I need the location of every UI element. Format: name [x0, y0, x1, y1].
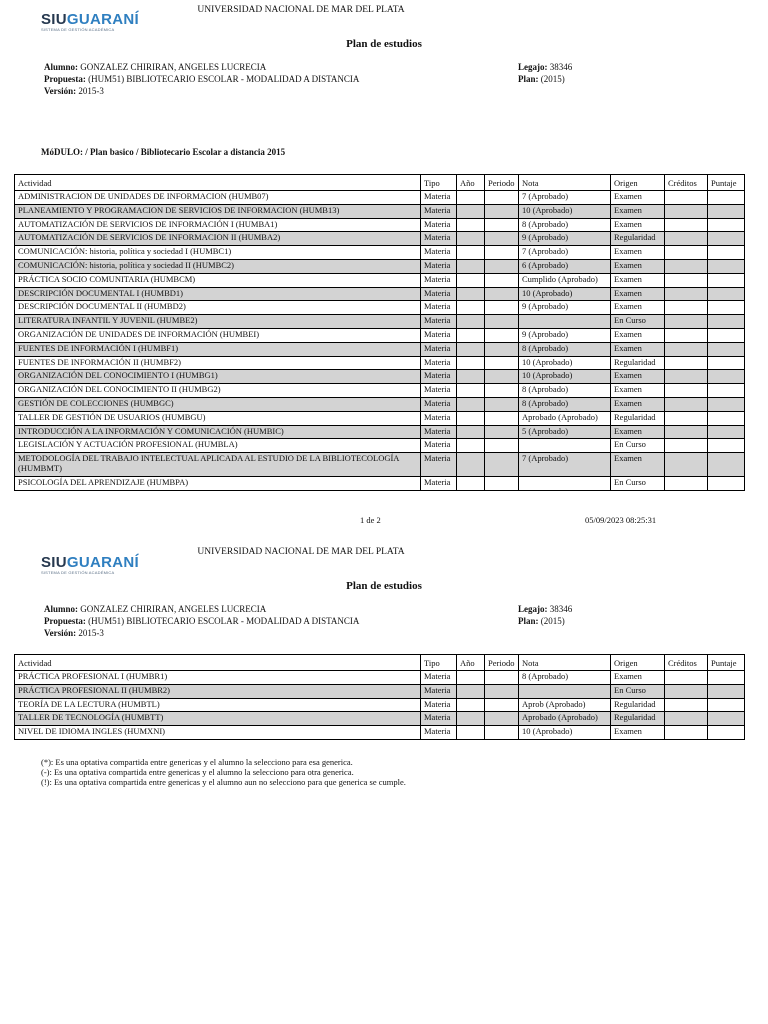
table-row — [15, 246, 745, 260]
cell-period — [485, 315, 519, 329]
alumno-label: Alumno: — [44, 62, 79, 72]
cell-period — [485, 218, 519, 232]
cell-grade: 9 (Aprobado) — [519, 232, 611, 246]
cell-type: Materia — [421, 425, 457, 439]
cell-activity: DESCRIPCIÓN DOCUMENTAL I (HUMBD1) — [15, 287, 421, 301]
version-value: 2015-3 — [78, 86, 104, 96]
cell-activity: ORGANIZACIÓN DEL CONOCIMIENTO II (HUMBG2) — [15, 384, 421, 398]
cell-origin: Examen — [611, 453, 665, 477]
cell-year — [457, 232, 485, 246]
cell-credits — [665, 232, 708, 246]
cell-period — [485, 232, 519, 246]
cell-grade: 10 (Aprobado) — [519, 726, 611, 740]
cell-type: Materia — [421, 301, 457, 315]
note-line: (*): Es una optativa compartida entre genericas y el alumno la selecciono para esa generica. — [41, 757, 353, 767]
cell-type: Materia — [421, 356, 457, 370]
plan-value: (2015) — [540, 616, 565, 626]
cell-activity: METODOLOGÍA DEL TRABAJO INTELECTUAL APLICADA AL ESTUDIO DE LA BIBLIOTECOLOGÍA (HUMBMT) — [15, 453, 421, 477]
cell-grade: 10 (Aprobado) — [519, 370, 611, 384]
cell-origin: En Curso — [611, 477, 665, 491]
plan-value: (2015) — [540, 74, 565, 84]
cell-activity: FUENTES DE INFORMACIÓN I (HUMBF1) — [15, 342, 421, 356]
cell-origin: En Curso — [611, 684, 665, 698]
cell-year — [457, 726, 485, 740]
cell-type: Materia — [421, 191, 457, 205]
cell-score — [708, 287, 745, 301]
cell-year — [457, 342, 485, 356]
cell-credits — [665, 712, 708, 726]
cell-period — [485, 191, 519, 205]
cell-period — [485, 342, 519, 356]
cell-year — [457, 259, 485, 273]
cell-year — [457, 477, 485, 491]
cell-type: Materia — [421, 370, 457, 384]
cell-origin: Examen — [611, 246, 665, 260]
page-title: Plan de estudios — [346, 580, 422, 592]
cell-origin: En Curso — [611, 315, 665, 329]
cell-credits — [665, 726, 708, 740]
cell-grade — [519, 315, 611, 329]
cell-year — [457, 273, 485, 287]
cell-type: Materia — [421, 411, 457, 425]
cell-origin: Examen — [611, 726, 665, 740]
cell-origin: Regularidad — [611, 411, 665, 425]
page-title: Plan de estudios — [346, 38, 422, 50]
cell-period — [485, 287, 519, 301]
cell-activity: GESTIÓN DE COLECCIONES (HUMBGC) — [15, 397, 421, 411]
cell-credits — [665, 453, 708, 477]
cell-score — [708, 477, 745, 491]
cell-origin: Examen — [611, 204, 665, 218]
cell-origin: Examen — [611, 273, 665, 287]
legajo-label: Legajo: — [518, 604, 548, 614]
table-row — [15, 328, 745, 342]
cell-origin: Examen — [611, 218, 665, 232]
cell-grade: 5 (Aprobado) — [519, 425, 611, 439]
cell-type: Materia — [421, 259, 457, 273]
note-line: (!): Es una optativa compartida entre genericas y el alumno aun no selecciono para que generica se cumple. — [41, 777, 406, 787]
column-header-credits: Créditos — [665, 175, 708, 191]
cell-year — [457, 246, 485, 260]
plan-label: Plan: — [518, 616, 539, 626]
cell-type: Materia — [421, 384, 457, 398]
cell-activity: TALLER DE TECNOLOGÍA (HUMBTT) — [15, 712, 421, 726]
logo-text-siu: SIU — [41, 554, 67, 571]
table-row — [15, 259, 745, 273]
cell-grade: 8 (Aprobado) — [519, 342, 611, 356]
version-label: Versión: — [44, 628, 77, 638]
cell-credits — [665, 356, 708, 370]
column-header-type: Tipo — [421, 655, 457, 671]
cell-activity: PSICOLOGÍA DEL APRENDIZAJE (HUMBPA) — [15, 477, 421, 491]
cell-origin: Examen — [611, 287, 665, 301]
cell-origin: Examen — [611, 191, 665, 205]
page-number: 1 de 2 — [360, 515, 381, 525]
cell-activity: PRÁCTICA PROFESIONAL I (HUMBR1) — [15, 671, 421, 685]
cell-type: Materia — [421, 273, 457, 287]
cell-type: Materia — [421, 671, 457, 685]
cell-period — [485, 370, 519, 384]
cell-activity: ORGANIZACIÓN DE UNIDADES DE INFORMACIÓN (HUMBEI) — [15, 328, 421, 342]
cell-credits — [665, 370, 708, 384]
cell-year — [457, 425, 485, 439]
column-header-activity: Actividad — [15, 175, 421, 191]
university-name: UNIVERSIDAD NACIONAL DE MAR DEL PLATA — [197, 547, 405, 557]
university-name: UNIVERSIDAD NACIONAL DE MAR DEL PLATA — [197, 5, 405, 15]
cell-year — [457, 439, 485, 453]
cell-credits — [665, 246, 708, 260]
cell-period — [485, 273, 519, 287]
cell-grade: 8 (Aprobado) — [519, 397, 611, 411]
table-row — [15, 684, 745, 698]
cell-activity: PRÁCTICA PROFESIONAL II (HUMBR2) — [15, 684, 421, 698]
cell-type: Materia — [421, 204, 457, 218]
column-header-type: Tipo — [421, 175, 457, 191]
cell-period — [485, 425, 519, 439]
cell-period — [485, 477, 519, 491]
cell-activity: LITERATURA INFANTIL Y JUVENIL (HUMBE2) — [15, 315, 421, 329]
cell-activity: AUTOMATIZACIÓN DE SERVICIOS DE INFORMACIÓN I (HUMBA1) — [15, 218, 421, 232]
cell-activity: PRÁCTICA SOCIO COMUNITARIA (HUMBCM) — [15, 273, 421, 287]
cell-origin: Examen — [611, 301, 665, 315]
cell-origin: Examen — [611, 328, 665, 342]
table-row — [15, 191, 745, 205]
cell-activity: COMUNICACIÓN: historia, política y sociedad I (HUMBC1) — [15, 246, 421, 260]
cell-credits — [665, 328, 708, 342]
cell-period — [485, 698, 519, 712]
cell-activity: ADMINISTRACION DE UNIDADES DE INFORMACION (HUMB07) — [15, 191, 421, 205]
plan-label: Plan: — [518, 74, 539, 84]
table-row — [15, 315, 745, 329]
cell-grade: Cumplido (Aprobado) — [519, 273, 611, 287]
cell-type: Materia — [421, 453, 457, 477]
cell-period — [485, 301, 519, 315]
logo-text-siu: SIU — [41, 11, 67, 28]
cell-activity: TALLER DE GESTIÓN DE USUARIOS (HUMBGU) — [15, 411, 421, 425]
cell-score — [708, 684, 745, 698]
table-row — [15, 671, 745, 685]
cell-credits — [665, 439, 708, 453]
cell-score — [708, 671, 745, 685]
cell-year — [457, 397, 485, 411]
cell-activity: AUTOMATIZACIÓN DE SERVICIOS DE INFORMACION II (HUMBA2) — [15, 232, 421, 246]
table-header-row — [15, 175, 745, 191]
cell-year — [457, 204, 485, 218]
cell-origin: Examen — [611, 671, 665, 685]
student-info — [44, 603, 359, 639]
column-header-activity: Actividad — [15, 655, 421, 671]
cell-year — [457, 698, 485, 712]
cell-period — [485, 726, 519, 740]
cell-grade: Aprobado (Aprobado) — [519, 411, 611, 425]
cell-activity: TEORÍA DE LA LECTURA (HUMBTL) — [15, 698, 421, 712]
cell-score — [708, 712, 745, 726]
cell-origin: Examen — [611, 259, 665, 273]
table-row — [15, 204, 745, 218]
cell-score — [708, 342, 745, 356]
table-row — [15, 397, 745, 411]
cell-credits — [665, 384, 708, 398]
cell-credits — [665, 671, 708, 685]
cell-year — [457, 301, 485, 315]
cell-type: Materia — [421, 712, 457, 726]
cell-origin: En Curso — [611, 439, 665, 453]
cell-year — [457, 384, 485, 398]
table-row — [15, 370, 745, 384]
cell-score — [708, 439, 745, 453]
cell-credits — [665, 259, 708, 273]
column-header-year: Año — [457, 175, 485, 191]
column-header-grade: Nota — [519, 175, 611, 191]
cell-credits — [665, 315, 708, 329]
cell-activity: INTRODUCCIÓN A LA INFORMACIÓN Y COMUNICACIÓN (HUMBIC) — [15, 425, 421, 439]
column-header-origin: Origen — [611, 655, 665, 671]
table-row — [15, 301, 745, 315]
cell-type: Materia — [421, 439, 457, 453]
cell-credits — [665, 204, 708, 218]
column-header-score: Puntaje — [708, 175, 745, 191]
cell-grade: 10 (Aprobado) — [519, 287, 611, 301]
cell-type: Materia — [421, 684, 457, 698]
cell-period — [485, 259, 519, 273]
version-label: Versión: — [44, 86, 77, 96]
cell-grade: 7 (Aprobado) — [519, 191, 611, 205]
cell-credits — [665, 411, 708, 425]
cell-grade: 6 (Aprobado) — [519, 259, 611, 273]
cell-score — [708, 453, 745, 477]
table-row — [15, 439, 745, 453]
column-header-credits: Créditos — [665, 655, 708, 671]
cell-grade: 7 (Aprobado) — [519, 246, 611, 260]
cell-origin: Examen — [611, 342, 665, 356]
cell-period — [485, 453, 519, 477]
cell-activity: NIVEL DE IDIOMA INGLES (HUMXNI) — [15, 726, 421, 740]
alumno-value: GONZALEZ CHIRIRAN, ANGELES LUCRECIA — [80, 604, 267, 614]
cell-year — [457, 191, 485, 205]
cell-score — [708, 370, 745, 384]
student-info — [44, 61, 359, 97]
table-row — [15, 411, 745, 425]
table-row — [15, 425, 745, 439]
cell-score — [708, 384, 745, 398]
column-header-year: Año — [457, 655, 485, 671]
cell-score — [708, 259, 745, 273]
cell-period — [485, 671, 519, 685]
cell-year — [457, 218, 485, 232]
cell-grade — [519, 477, 611, 491]
cell-grade: Aprob (Aprobado) — [519, 698, 611, 712]
column-header-period: Periodo — [485, 175, 519, 191]
cell-grade — [519, 684, 611, 698]
cell-year — [457, 453, 485, 477]
cell-year — [457, 328, 485, 342]
propuesta-label: Propuesta: — [44, 616, 86, 626]
cell-activity: PLANEAMIENTO Y PROGRAMACION DE SERVICIOS DE INFORMACION (HUMB13) — [15, 204, 421, 218]
plan-info — [518, 603, 572, 627]
cell-activity: COMUNICACIÓN: historia, política y sociedad II (HUMBC2) — [15, 259, 421, 273]
cell-origin: Examen — [611, 384, 665, 398]
cell-period — [485, 684, 519, 698]
propuesta-value: (HUM51) BIBLIOTECARIO ESCOLAR - MODALIDAD A DISTANCIA — [88, 74, 360, 84]
cell-credits — [665, 397, 708, 411]
cell-type: Materia — [421, 315, 457, 329]
cell-credits — [665, 477, 708, 491]
version-value: 2015-3 — [78, 628, 104, 638]
cell-period — [485, 356, 519, 370]
cell-grade — [519, 439, 611, 453]
cell-activity: LEGISLACIÓN Y ACTUACIÓN PROFESIONAL (HUMBLA) — [15, 439, 421, 453]
cell-origin: Regularidad — [611, 232, 665, 246]
cell-score — [708, 301, 745, 315]
table-row — [15, 384, 745, 398]
table-row — [15, 218, 745, 232]
generated-timestamp: 05/09/2023 08:25:31 — [585, 515, 657, 525]
cell-score — [708, 315, 745, 329]
cell-grade: 8 (Aprobado) — [519, 384, 611, 398]
cell-year — [457, 370, 485, 384]
cell-period — [485, 712, 519, 726]
table-row — [15, 342, 745, 356]
cell-score — [708, 425, 745, 439]
table-row — [15, 698, 745, 712]
propuesta-value: (HUM51) BIBLIOTECARIO ESCOLAR - MODALIDAD A DISTANCIA — [88, 616, 360, 626]
cell-credits — [665, 273, 708, 287]
cell-grade: 8 (Aprobado) — [519, 218, 611, 232]
cell-origin: Regularidad — [611, 712, 665, 726]
cell-credits — [665, 342, 708, 356]
table-row — [15, 477, 745, 491]
cell-score — [708, 246, 745, 260]
table-row — [15, 726, 745, 740]
cell-activity: ORGANIZACIÓN DEL CONOCIMIENTO I (HUMBG1) — [15, 370, 421, 384]
logo-subtitle: SISTEMA DE GESTIÓN ACADÉMICA — [41, 570, 115, 575]
cell-score — [708, 191, 745, 205]
cell-score — [708, 232, 745, 246]
table-row — [15, 273, 745, 287]
cell-score — [708, 328, 745, 342]
table-row — [15, 232, 745, 246]
table-row — [15, 287, 745, 301]
logo-subtitle: SISTEMA DE GESTIÓN ACADÉMICA — [41, 27, 115, 32]
cell-credits — [665, 425, 708, 439]
cell-credits — [665, 684, 708, 698]
cell-score — [708, 726, 745, 740]
column-header-period: Periodo — [485, 655, 519, 671]
cell-year — [457, 287, 485, 301]
cell-type: Materia — [421, 328, 457, 342]
propuesta-label: Propuesta: — [44, 74, 86, 84]
cell-type: Materia — [421, 698, 457, 712]
table-row — [15, 712, 745, 726]
cell-origin: Examen — [611, 397, 665, 411]
cell-grade: 10 (Aprobado) — [519, 204, 611, 218]
cell-grade: 10 (Aprobado) — [519, 356, 611, 370]
table-header-row — [15, 655, 745, 671]
cell-type: Materia — [421, 232, 457, 246]
cell-score — [708, 273, 745, 287]
cell-period — [485, 328, 519, 342]
cell-credits — [665, 287, 708, 301]
cell-score — [708, 218, 745, 232]
cell-period — [485, 204, 519, 218]
cell-type: Materia — [421, 726, 457, 740]
cell-period — [485, 397, 519, 411]
cell-type: Materia — [421, 246, 457, 260]
cell-grade: 9 (Aprobado) — [519, 328, 611, 342]
table-row — [15, 453, 745, 477]
alumno-label: Alumno: — [44, 604, 79, 614]
cell-credits — [665, 191, 708, 205]
note-line: (-): Es una optativa compartida entre genericas y el alumno la selecciono para otra generica. — [41, 767, 354, 777]
cell-type: Materia — [421, 397, 457, 411]
table-row — [15, 356, 745, 370]
cell-year — [457, 356, 485, 370]
cell-credits — [665, 301, 708, 315]
cell-credits — [665, 698, 708, 712]
cell-origin: Regularidad — [611, 698, 665, 712]
cell-origin: Examen — [611, 370, 665, 384]
cell-type: Materia — [421, 342, 457, 356]
study-plan-table — [14, 174, 745, 491]
cell-year — [457, 671, 485, 685]
cell-grade: Aprobado (Aprobado) — [519, 712, 611, 726]
cell-period — [485, 384, 519, 398]
cell-score — [708, 397, 745, 411]
alumno-value: GONZALEZ CHIRIRAN, ANGELES LUCRECIA — [80, 62, 267, 72]
cell-year — [457, 712, 485, 726]
cell-period — [485, 439, 519, 453]
cell-period — [485, 411, 519, 425]
column-header-grade: Nota — [519, 655, 611, 671]
cell-score — [708, 356, 745, 370]
legajo-label: Legajo: — [518, 62, 548, 72]
cell-year — [457, 411, 485, 425]
cell-activity: FUENTES DE INFORMACIÓN II (HUMBF2) — [15, 356, 421, 370]
legend-notes — [41, 757, 406, 787]
logo-text-guarani: GUARANÍ — [66, 554, 140, 571]
cell-type: Materia — [421, 218, 457, 232]
cell-activity: DESCRIPCIÓN DOCUMENTAL II (HUMBD2) — [15, 301, 421, 315]
siu-guarani-logo — [41, 554, 139, 575]
plan-info — [518, 61, 572, 85]
cell-credits — [665, 218, 708, 232]
cell-type: Materia — [421, 477, 457, 491]
cell-type: Materia — [421, 287, 457, 301]
cell-year — [457, 315, 485, 329]
module-heading: MóDULO: / Plan basico / Bibliotecario Escolar a distancia 2015 — [41, 147, 286, 157]
cell-grade: 9 (Aprobado) — [519, 301, 611, 315]
cell-period — [485, 246, 519, 260]
cell-year — [457, 684, 485, 698]
cell-score — [708, 411, 745, 425]
cell-score — [708, 204, 745, 218]
legajo-value: 38346 — [549, 62, 573, 72]
cell-score — [708, 698, 745, 712]
cell-grade: 7 (Aprobado) — [519, 453, 611, 477]
cell-origin: Examen — [611, 425, 665, 439]
cell-origin: Regularidad — [611, 356, 665, 370]
column-header-score: Puntaje — [708, 655, 745, 671]
cell-grade: 8 (Aprobado) — [519, 671, 611, 685]
logo-text-guarani: GUARANÍ — [66, 11, 140, 28]
column-header-origin: Origen — [611, 175, 665, 191]
study-plan-table — [14, 654, 745, 740]
legajo-value: 38346 — [549, 604, 573, 614]
